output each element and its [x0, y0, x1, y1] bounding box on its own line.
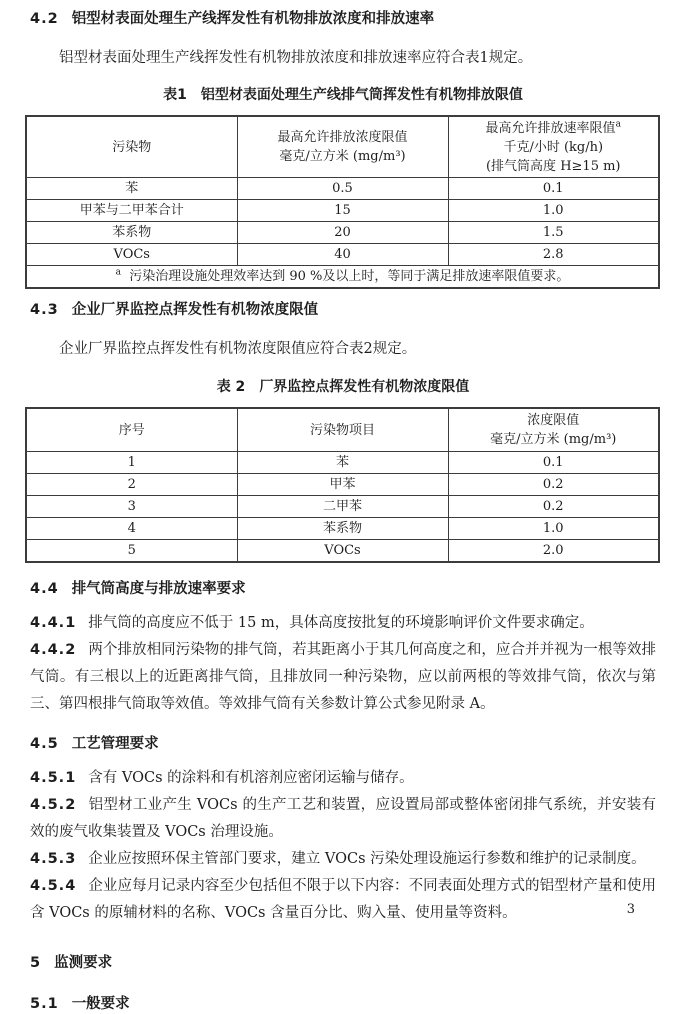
- table-row: [26, 200, 659, 222]
- table-cell: 0.1: [448, 452, 659, 474]
- table-cell: 0.2: [448, 474, 659, 496]
- table-cell: 15: [237, 200, 448, 222]
- table-row: [26, 222, 659, 244]
- table-cell: 5: [26, 540, 237, 563]
- table-cell: 1.0: [448, 200, 659, 222]
- table-row: [26, 452, 659, 474]
- section-number: 5: [30, 955, 42, 971]
- table-cell: 苯: [237, 452, 448, 474]
- table2-header-limit: 浓度限值 毫克/立方米 (mg/m³): [448, 408, 659, 452]
- section-title: 一般要求: [71, 996, 130, 1012]
- clause-number: 4.5.2: [30, 797, 77, 813]
- table-cell: 4: [26, 518, 237, 540]
- clause-4-4-2: [30, 637, 656, 718]
- table2-header-pollutant: 污染物项目: [237, 408, 448, 452]
- section-title: 企业厂界监控点挥发性有机物浓度限值: [71, 302, 319, 318]
- table-cell: 苯: [26, 178, 237, 200]
- clause-4-5-2: [30, 792, 656, 846]
- table1-header-rate: 最高允许排放速率限值$^a$ 千克/小时 (kg/h) (排气筒高度 H≥15 m): [448, 116, 659, 178]
- section-number: 4.3: [30, 302, 59, 318]
- clause-4-4-1: [30, 610, 656, 637]
- table1-emission-limits: [25, 115, 660, 289]
- section-heading-4-2: [30, 10, 656, 29]
- table1-footnote: $^a$ 污染治理设施处理效率达到 90 %及以上时，等同于满足排放速率限值要求。: [26, 266, 659, 289]
- table-cell: 0.5: [237, 178, 448, 200]
- section-title: 铝型材表面处理生产线挥发性有机物排放浓度和排放速率: [71, 11, 435, 27]
- clause-text: 企业应按照环保主管部门要求，建立 VOCs 污染处理设施运行参数和维护的记录制度。: [88, 851, 646, 867]
- section-number: 4.5: [30, 736, 59, 752]
- section-number: 4.4: [30, 581, 59, 597]
- table-cell: 0.1: [448, 178, 659, 200]
- section-heading-4-4: [30, 580, 656, 599]
- clause-text: 铝型材工业产生 VOCs 的生产工艺和装置，应设置局部或整体密闭排气系统，并安装有效的废气收集装置及 VOCs 治理设施。: [30, 797, 656, 840]
- table-cell: 2.0: [448, 540, 659, 563]
- clause-4-5-1: [30, 765, 656, 792]
- table1-footnote-row: [26, 266, 659, 289]
- table-cell: 2: [26, 474, 237, 496]
- table1-caption-number: 表1: [163, 87, 187, 103]
- section-number: 5.1: [30, 996, 59, 1012]
- table1-caption: [30, 86, 656, 104]
- table2-header-index: 序号: [26, 408, 237, 452]
- table-cell: 苯系物: [237, 518, 448, 540]
- table-cell: VOCs: [237, 540, 448, 563]
- section-title: 排气筒高度与排放速率要求: [71, 581, 246, 597]
- table2-header-row: [26, 408, 659, 452]
- table-cell: 甲苯与二甲苯合计: [26, 200, 237, 222]
- table2-caption-title: 厂界监控点挥发性有机物浓度限值: [259, 379, 470, 395]
- section-heading-5: [30, 954, 656, 973]
- footnote-marker: a: [615, 119, 621, 130]
- table-cell: 0.2: [448, 496, 659, 518]
- table-cell: 甲苯: [237, 474, 448, 496]
- section-number: 4.2: [30, 11, 59, 27]
- section-title: 监测要求: [54, 955, 113, 971]
- section-title: 工艺管理要求: [71, 736, 159, 752]
- section-heading-4-3: [30, 301, 656, 320]
- table-row: [26, 496, 659, 518]
- table-row: [26, 540, 659, 563]
- page-number: 3: [626, 902, 635, 917]
- table-cell: 1: [26, 452, 237, 474]
- clause-number: 4.5.1: [30, 770, 77, 786]
- clause-number: 4.4.2: [30, 642, 77, 658]
- table-row: [26, 178, 659, 200]
- table-row: [26, 474, 659, 496]
- table1-header-pollutant: 污染物: [26, 116, 237, 178]
- table-row: [26, 244, 659, 266]
- table1-header-row: [26, 116, 659, 178]
- table-row: [26, 518, 659, 540]
- table-cell: 1.0: [448, 518, 659, 540]
- clause-4-5-4: [30, 873, 656, 927]
- clause-text: 两个排放相同污染物的排气筒，若其距离小于其几何高度之和，应合并并视为一根等效排气筒。有三根以上的近距离排气筒，且排放同一种污染物，应以前两根的等效排气筒，依次与第三、第四根排气筒取等效值。等效排气筒有关参数计算公式参见附录 A。: [30, 642, 656, 712]
- clause-text: 排气筒的高度应不低于 15 m，具体高度按批复的环境影响评价文件要求确定。: [88, 615, 594, 631]
- table-cell: 20: [237, 222, 448, 244]
- table1-header-concentration: 最高允许排放浓度限值 毫克/立方米 (mg/m³): [237, 116, 448, 178]
- table1-caption-title: 铝型材表面处理生产线排气筒挥发性有机物排放限值: [200, 87, 523, 103]
- table-cell: 40: [237, 244, 448, 266]
- table-cell: VOCs: [26, 244, 237, 266]
- table2-boundary-limits: [25, 407, 660, 563]
- clause-text: 企业应每月记录内容至少包括但不限于以下内容：不同表面处理方式的铝型材产量和使用含 VOCs 的原辅材料的名称、VOCs 含量百分比、购入量、使用量等资料。: [30, 878, 656, 921]
- table-cell: 1.5: [448, 222, 659, 244]
- section-heading-5-1: [30, 995, 656, 1014]
- table-cell: 2.8: [448, 244, 659, 266]
- clause-4-5-3: [30, 846, 656, 873]
- table-cell: 二甲苯: [237, 496, 448, 518]
- paragraph-4-3: 企业厂界监控点挥发性有机物浓度限值应符合表2规定。: [59, 341, 417, 357]
- clause-number: 4.5.4: [30, 878, 77, 894]
- section-heading-4-5: [30, 735, 656, 754]
- table2-caption-number: 表 2: [216, 379, 246, 395]
- clause-text: 含有 VOCs 的涂料和有机溶剂应密闭运输与储存。: [88, 770, 414, 786]
- footnote-marker: a: [115, 267, 121, 278]
- table2-caption: [30, 378, 656, 396]
- paragraph-4-2: 铝型材表面处理生产线挥发性有机物排放浓度和排放速率应符合表1规定。: [59, 50, 533, 66]
- clause-number: 4.4.1: [30, 615, 77, 631]
- clause-number: 4.5.3: [30, 851, 77, 867]
- table-cell: 苯系物: [26, 222, 237, 244]
- table-cell: 3: [26, 496, 237, 518]
